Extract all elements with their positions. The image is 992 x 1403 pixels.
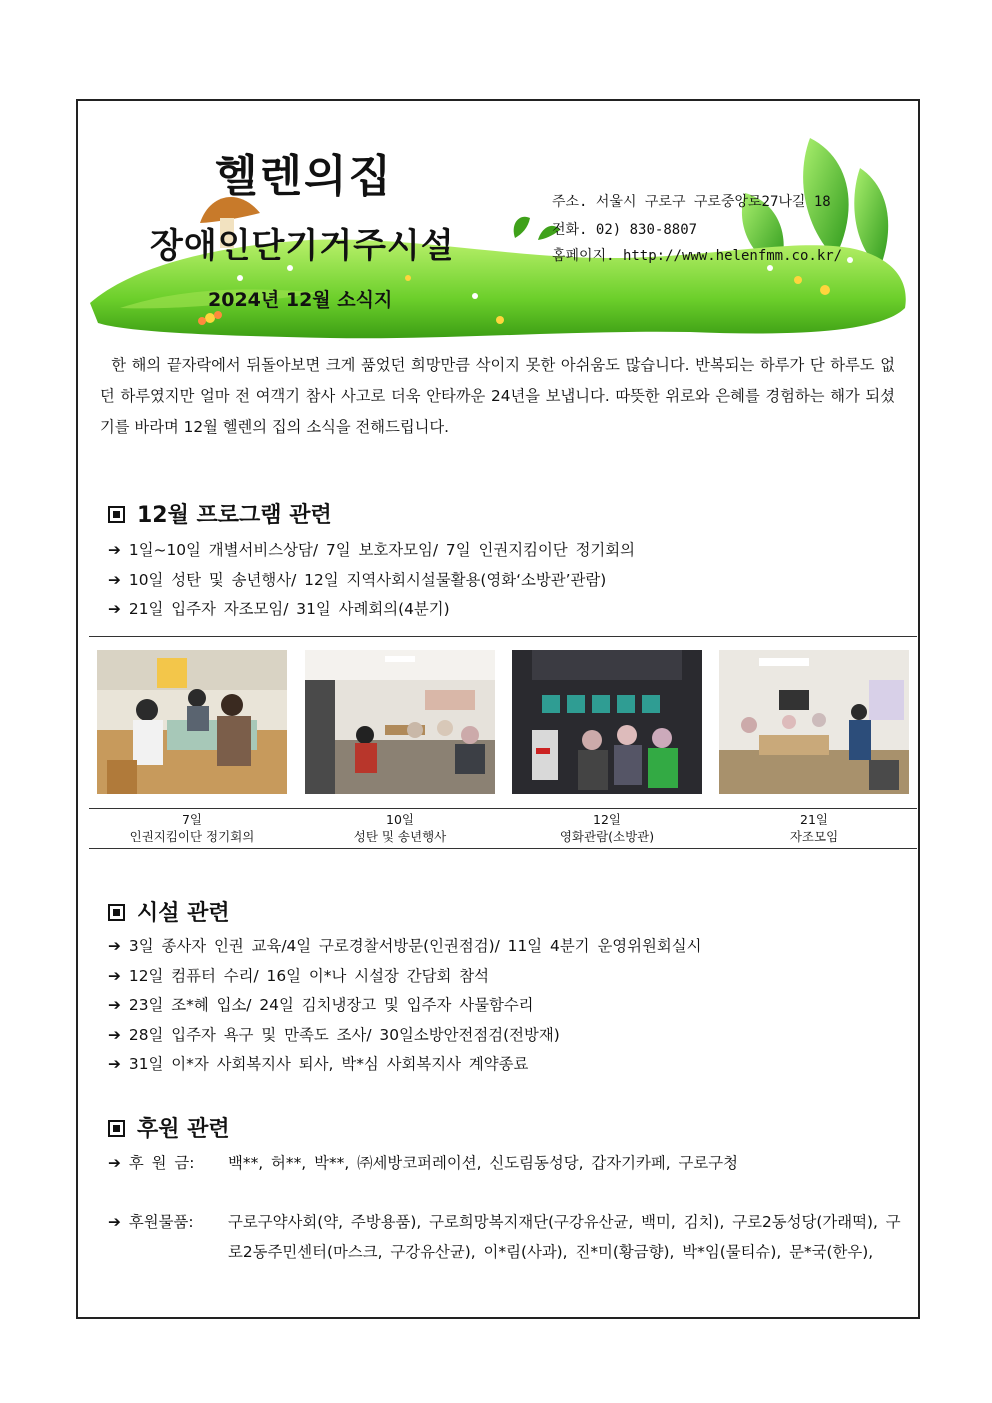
arrow-icon: ➔ <box>108 1213 121 1231</box>
phone: 전화. 02) 830-8807 <box>552 222 698 238</box>
list-item <box>108 962 908 992</box>
list-item-text: 1일~10일 개별서비스상담/ 7일 보호자모임/ 7일 인권지킴이단 정기회의 <box>128 541 636 559</box>
photo-christmas <box>305 650 495 794</box>
photo-caption <box>305 811 495 845</box>
square-bullet-icon <box>108 1120 125 1137</box>
donation-heading-text: 후원 관련 <box>137 1117 230 1142</box>
divider <box>89 636 917 637</box>
list-item <box>108 991 908 1021</box>
program-heading <box>108 498 332 529</box>
intro-paragraph <box>100 350 895 443</box>
list-item <box>108 566 908 596</box>
list-item-text: 10일 성탄 및 송년행사/ 12일 지역사회시설물활용(영화‘소방관’관람) <box>128 570 607 589</box>
arrow-icon: ➔ <box>108 541 121 559</box>
homepage-link[interactable]: 홈페이지. http://www.helenfmm.co.kr/ <box>552 248 843 264</box>
photo-date: 7일 <box>181 812 203 827</box>
arrow-icon: ➔ <box>108 937 121 955</box>
photo-date: 21일 <box>800 812 828 827</box>
donation-goods-label: 후원물품: <box>128 1213 194 1231</box>
donation-goods-value: 구로구약사회(약, 주방용품), 구로희망복지재단(구강유산균, 백미, 김치), 구로2동성당(가래떡), 구로2동주민센터(마스크, 구강유산균), 이*림(사과), 진*미(황금향), 박*임(물티슈), 문*국(한우), <box>228 1213 901 1261</box>
newsletter-title: 2024년 12월 소식지 <box>208 289 393 311</box>
list-item-text: 31일 이*자 사회복지사 퇴사, 박*심 사회복지사 계약종료 <box>128 1055 529 1073</box>
list-item-text: 28일 입주자 욕구 및 만족도 조사/ 30일소방안전점검(전방재) <box>128 1025 560 1044</box>
list-item-text: 23일 조*혜 입소/ 24일 김치냉장고 및 입주자 사물함수리 <box>128 996 534 1014</box>
arrow-icon: ➔ <box>108 1154 121 1172</box>
photo-caption <box>97 811 287 845</box>
list-item <box>108 1021 908 1051</box>
facility-list <box>108 932 908 1080</box>
facility-heading <box>108 896 230 927</box>
photo-date: 12일 <box>593 812 621 827</box>
photo-caption-text: 인권지킴이단 정기회의 <box>129 829 255 844</box>
photo-caption-text: 영화관람(소방관) <box>559 829 655 844</box>
square-bullet-icon <box>108 506 125 523</box>
donation-money-value: 백**, 허**, 박**, ㈜세방코퍼레이션, 신도림동성당, 갑자기카페, 구로구청 <box>228 1154 738 1172</box>
donation-money <box>108 1149 908 1209</box>
program-heading-text: 12월 프로그램 관련 <box>137 503 332 528</box>
donation-money-label: 후 원 금: <box>128 1154 195 1172</box>
list-item-text: 21일 입주자 자조모임/ 31일 사례회의(4분기) <box>128 600 450 618</box>
program-list <box>108 536 908 625</box>
arrow-icon: ➔ <box>108 996 121 1014</box>
photo-date: 10일 <box>386 812 414 827</box>
arrow-icon: ➔ <box>108 1055 121 1073</box>
photo-caption <box>512 811 702 845</box>
square-bullet-icon <box>108 904 125 921</box>
list-item-text: 12일 컴퓨터 수리/ 16일 이*나 시설장 간담회 참석 <box>128 966 489 985</box>
arrow-icon: ➔ <box>108 570 121 589</box>
list-item <box>108 595 908 625</box>
photo-caption-text: 성탄 및 송년행사 <box>353 829 447 844</box>
facility-heading-text: 시설 관련 <box>137 901 230 926</box>
divider <box>89 808 917 809</box>
photo-meeting <box>97 650 287 794</box>
donation-heading <box>108 1112 230 1143</box>
address: 주소. 서울시 구로구 구로중앙로27나길 18 <box>552 194 831 210</box>
arrow-icon: ➔ <box>108 966 121 985</box>
photo-caption-text: 자조모임 <box>789 829 839 844</box>
donation-goods <box>108 1208 908 1298</box>
divider <box>89 848 917 849</box>
list-item-text: 3일 종사자 인권 교육/4일 구로경찰서방문(인권점검)/ 11일 4분기 운영위원회실시 <box>128 937 702 955</box>
intro-text: 한 해의 끝자락에서 뒤돌아보면 크게 품었던 희망만큼 삭이지 못한 아쉬움도 많습니다. 반복되는 하루가 단 하루도 없던 하루였지만 얼마 전 여객기 참사 사고로 더욱 안타까운 24년을 보냅니다. 따뜻한 위로와 은혜를 경험하는 해가 되셨기를 바라며 12월 헬렌의 집의 소식을 전해드립니다. <box>100 356 895 436</box>
facility-type: 장애인단기거주시설 <box>150 226 455 266</box>
photo-movie <box>512 650 702 794</box>
arrow-icon: ➔ <box>108 600 121 618</box>
list-item <box>108 932 908 962</box>
photo-caption <box>719 811 909 845</box>
arrow-icon: ➔ <box>108 1025 121 1044</box>
list-item <box>108 1050 908 1080</box>
list-item <box>108 536 908 566</box>
photo-self-help <box>719 650 909 794</box>
org-name: 헬렌의집 <box>215 151 394 202</box>
